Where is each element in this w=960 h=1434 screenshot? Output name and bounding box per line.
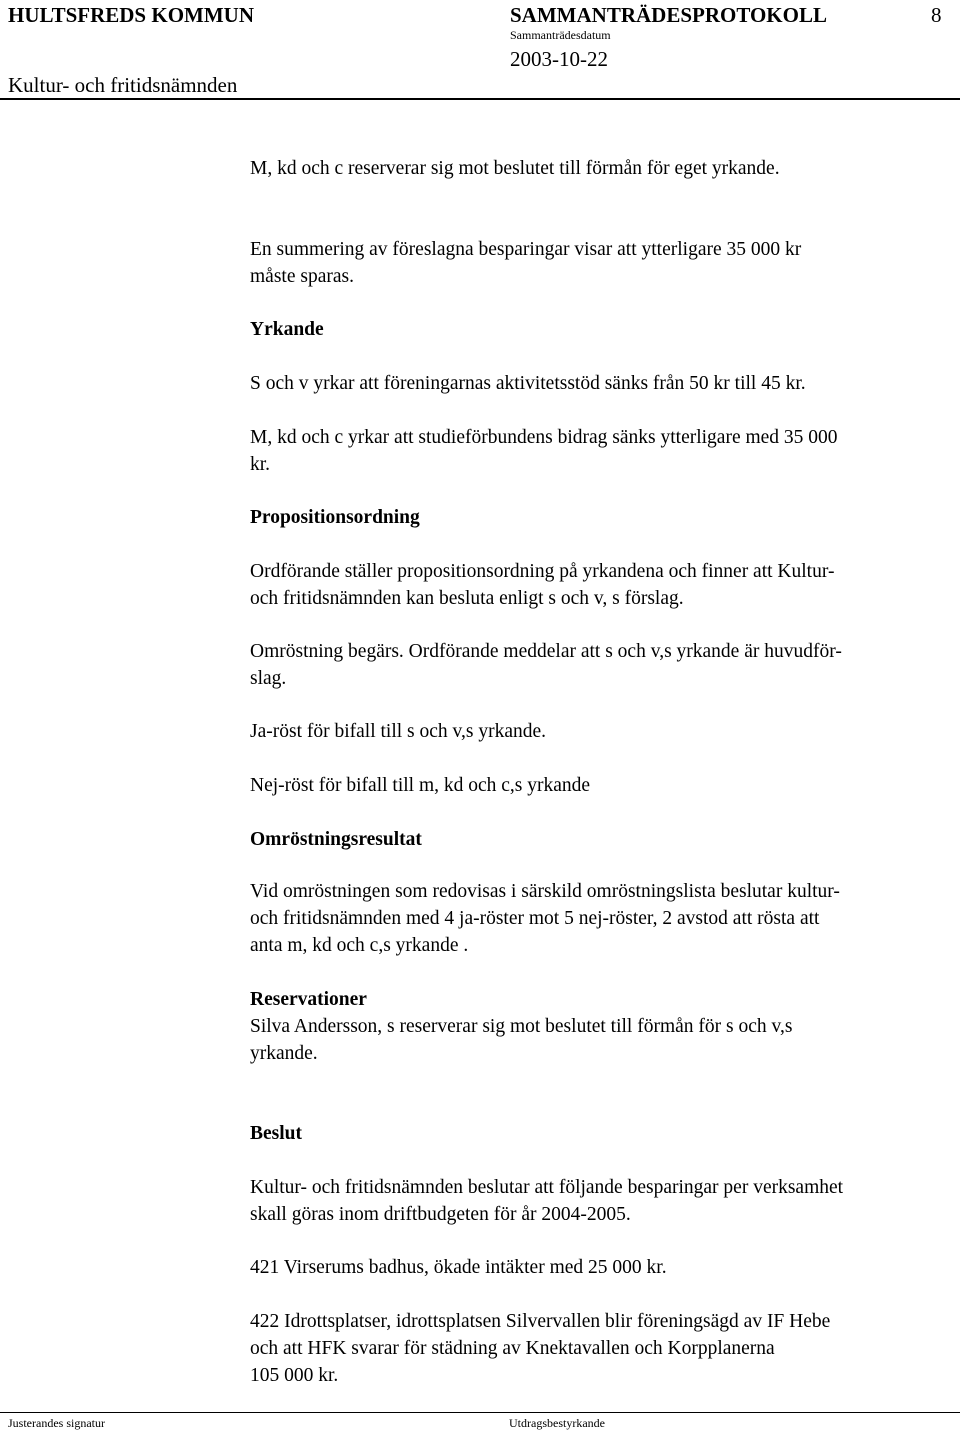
footer-signature-label: Justerandes signatur bbox=[8, 1416, 105, 1430]
text-line: Vid omröstningen som redovisas i särskild omröstningslista beslutar kultur- bbox=[250, 881, 840, 902]
date-label: Sammanträdesdatum bbox=[510, 28, 611, 42]
text-line: Nej-röst för bifall till m, kd och c,s yrkande bbox=[250, 775, 591, 796]
footer-certification-label: Utdragsbestyrkande bbox=[509, 1416, 605, 1430]
header-divider bbox=[0, 98, 960, 100]
text-line: Omröstning begärs. Ordförande meddelar att s och v,s yrkande är huvudför- bbox=[250, 641, 842, 662]
text-line: Kultur- och fritidsnämnden beslutar att följande besparingar per verksamhet bbox=[250, 1177, 844, 1198]
text-line: kr. bbox=[250, 454, 271, 475]
text-line: och fritidsnämnden med 4 ja-röster mot 5 nej-röster, 2 avstod att rösta att bbox=[250, 908, 820, 929]
paragraph-omrostning bbox=[250, 638, 960, 692]
text-line: M, kd och c reserverar sig mot beslutet till förmån för eget yrkande. bbox=[250, 158, 780, 179]
heading-yrkande: Yrkande bbox=[250, 319, 324, 340]
text-line: 422 Idrottsplatser, idrottsplatsen Silvervallen blir föreningsägd av IF Hebe bbox=[250, 1311, 831, 1332]
text-line: slag. bbox=[250, 668, 287, 689]
text-line: anta m, kd och c,s yrkande . bbox=[250, 935, 469, 956]
heading-omrostningsresultat: Omröstningsresultat bbox=[250, 829, 422, 850]
heading-reservationer: Reservationer bbox=[250, 989, 367, 1010]
text-line: yrkande. bbox=[250, 1043, 318, 1064]
text-line: Ja-röst för bifall till s och v,s yrkande. bbox=[250, 721, 547, 742]
footer-divider bbox=[0, 1412, 960, 1413]
paragraph-422 bbox=[250, 1308, 960, 1389]
document-type: SAMMANTRÄDESPROTOKOLL bbox=[510, 3, 827, 27]
text-line: måste sparas. bbox=[250, 266, 354, 287]
text-line: 421 Virserums badhus, ökade intäkter med 25 000 kr. bbox=[250, 1257, 667, 1278]
text-line: 105 000 kr. bbox=[250, 1365, 339, 1386]
text-line: skall göras inom driftbudgeten för år 2004-2005. bbox=[250, 1204, 631, 1225]
paragraph-proposition bbox=[250, 558, 960, 612]
committee-name: Kultur- och fritidsnämnden bbox=[8, 73, 238, 97]
paragraph-nej-rost bbox=[250, 772, 960, 799]
paragraph-421 bbox=[250, 1254, 960, 1281]
organisation-name: HULTSFREDS KOMMUN bbox=[8, 3, 255, 27]
paragraph-reservationer bbox=[250, 1013, 960, 1067]
text-line: och fritidsnämnden kan besluta enligt s och v, s förslag. bbox=[250, 588, 684, 609]
text-line: En summering av föreslagna besparingar visar att ytterligare 35 000 kr bbox=[250, 239, 802, 260]
text-line: S och v yrkar att föreningarnas aktivitetsstöd sänks från 50 kr till 45 kr. bbox=[250, 373, 806, 394]
text-line: Ordförande ställer propositionsordning på yrkandena och finner att Kultur- bbox=[250, 561, 835, 582]
paragraph-beslut bbox=[250, 1174, 960, 1228]
text-line: Silva Andersson, s reserverar sig mot beslutet till förmån för s och v,s bbox=[250, 1016, 793, 1037]
paragraph-reservation-mkdc bbox=[250, 155, 960, 182]
heading-propositionsordning: Propositionsordning bbox=[250, 507, 420, 528]
paragraph-yrkande-mkdc bbox=[250, 424, 960, 478]
meeting-date: 2003-10-22 bbox=[510, 47, 608, 71]
paragraph-resultat bbox=[250, 878, 960, 959]
paragraph-summary bbox=[250, 236, 960, 290]
paragraph-ja-rost bbox=[250, 718, 960, 745]
heading-beslut: Beslut bbox=[250, 1123, 303, 1144]
page-number: 8 bbox=[931, 3, 942, 27]
text-line: M, kd och c yrkar att studieförbundens bidrag sänks ytterligare med 35 000 bbox=[250, 427, 838, 448]
text-line: och att HFK svarar för städning av Knektavallen och Korpplanerna bbox=[250, 1338, 775, 1359]
paragraph-yrkande-sv bbox=[250, 370, 960, 397]
